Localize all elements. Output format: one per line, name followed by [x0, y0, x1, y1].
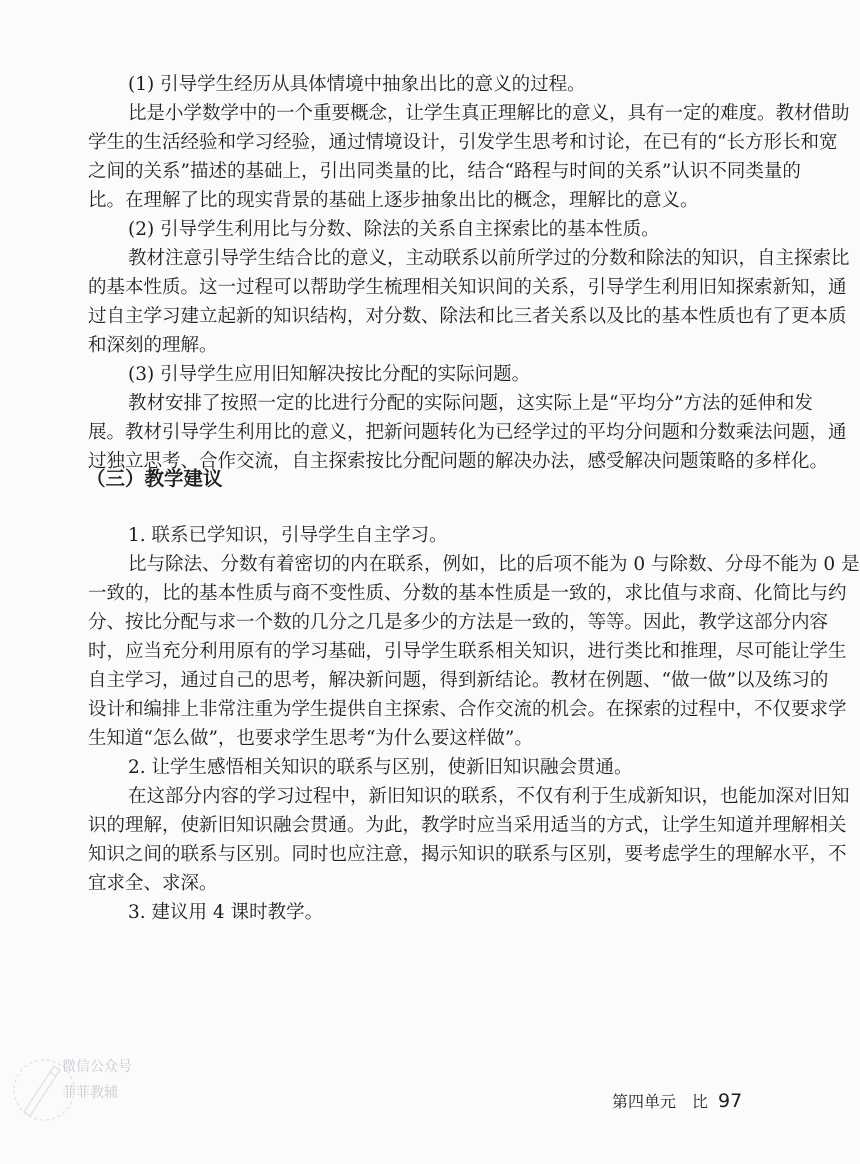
paragraph-line: 的基本性质。这一过程可以帮助学生梳理相关知识间的关系，引导学生利用旧知探索新知，通 [88, 277, 847, 298]
suggestion-2-title: 2. 让学生感悟相关知识的联系与区别，使新旧知识融会贯通。 [128, 757, 633, 778]
suggestion-3-title: 3. 建议用 4 课时教学。 [128, 902, 324, 923]
watermark-line-2: 菲菲教辅 [62, 1085, 118, 1101]
paragraph-line: 教材注意引导学生结合比的意义，主动联系以前所学过的分数和除法的知识，自主探索比 [128, 248, 850, 269]
paragraph-line: 和深刻的理解。 [88, 335, 218, 356]
paragraph-line: 时，应当充分利用原有的学习基础，引导学生联系相关知识，进行类比和推理，尽可能让学生 [88, 641, 847, 662]
paragraph-line: 过独立思考、合作交流，自主探索按比分配问题的解决办法，感受解决问题策略的多样化。 [88, 451, 829, 472]
paragraph-line: 生知道“怎么做”，也要求学生思考“为什么要这样做”。 [88, 728, 533, 749]
page-footer [612, 1089, 742, 1114]
paragraph-line: 学生的生活经验和学习经验，通过情境设计，引发学生思考和讨论，在已有的“长方形长和宽 [88, 132, 838, 153]
watermark-line-1: 微信公众号 [62, 1059, 132, 1075]
section-1-title: (1) 引导学生经历从具体情境中抽象出比的意义的过程。 [128, 74, 586, 95]
paragraph-line: 过自主学习建立起新的知识结构，对分数、除法和比三者关系以及比的基本性质也有了更本质 [88, 306, 847, 327]
paragraph-line: 宜求全、求深。 [88, 873, 218, 894]
paragraph-line: 自主学习，通过自己的思考，解决新问题，得到新结论。教材在例题、“做一做”以及练习的 [88, 670, 829, 691]
paragraph-line: 设计和编排上非常注重为学生提供自主探索、合作交流的机会。在探索的过程中，不仅要求学 [88, 699, 847, 720]
paragraph-line: 比是小学数学中的一个重要概念，让学生真正理解比的意义，具有一定的难度。教材借助 [128, 103, 850, 124]
page-number: 97 [718, 1090, 743, 1112]
paragraph-line: 比。在理解了比的现实背景的基础上逐步抽象出比的概念，理解比的意义。 [88, 190, 699, 211]
paragraph-line: 分、按比分配与求一个数的几分之几是多少的方法是一致的，等等。因此，教学这部分内容 [88, 612, 829, 633]
section-heading: （三）教学建议 [86, 467, 223, 490]
paragraph-line: 比与除法、分数有着密切的内在联系，例如，比的后项不能为 0 与除数、分母不能为 0 是 [128, 554, 860, 575]
paragraph-line: 一致的，比的基本性质与商不变性质、分数的基本性质是一致的，求比值与求商、化简比与约 [88, 583, 847, 604]
chapter-label: 第四单元 比 [612, 1092, 709, 1111]
paragraph-line: 识的理解，使新旧知识融会贯通。为此，教学时应当采用适当的方式，让学生知道并理解相关 [88, 815, 847, 836]
suggestion-1-title: 1. 联系已学知识，引导学生自主学习。 [128, 525, 448, 546]
paragraph-line: 知识之间的联系与区别。同时也应注意，揭示知识的联系与区别，要考虑学生的理解水平，不 [88, 844, 847, 865]
paragraph-line: 展。教材引导学生利用比的意义，把新问题转化为已经学过的平均分问题和分数乘法问题，通 [88, 422, 847, 443]
section-3-title: (3) 引导学生应用旧知解决按比分配的实际问题。 [128, 364, 531, 385]
paragraph-line: 之间的关系”描述的基础上，引出同类量的比，结合“路程与时间的关系”认识不同类量的 [88, 161, 801, 182]
paragraph-line: 在这部分内容的学习过程中，新旧知识的联系，不仅有利于生成新知识，也能加深对旧知 [128, 786, 850, 807]
watermark [10, 1050, 160, 1150]
paragraph-line: 教材安排了按照一定的比进行分配的实际问题，这实际上是“平均分”方法的延伸和发 [128, 393, 813, 414]
section-2-title: (2) 引导学生利用比与分数、除法的关系自主探索比的基本性质。 [128, 219, 660, 240]
